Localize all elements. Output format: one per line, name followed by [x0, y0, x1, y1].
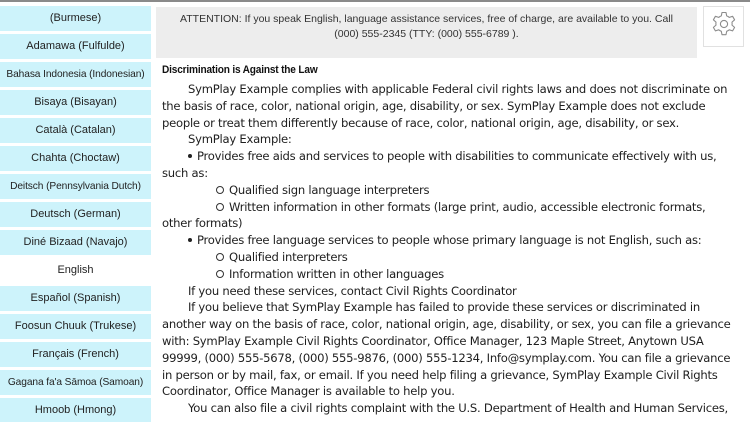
attention-notice — [156, 7, 697, 58]
language-item-bisayan[interactable]: Bisaya (Bisayan) — [0, 90, 151, 115]
language-item-navajo[interactable]: Diné Bizaad (Navajo) — [0, 230, 151, 255]
sub-item-written-formats: Written information in other formats (large print, audio, accessible electronic formats, other formats) — [162, 199, 706, 231]
notice-content — [162, 62, 736, 417]
complaint-paragraph: You can also file a civil rights complaint with the U.S. Department of Health and Human Services, — [188, 401, 728, 416]
language-item-fulfulde[interactable]: Adamawa (Fulfulde) — [0, 34, 151, 59]
language-item-pennsylvania-dutch[interactable]: Deitsch (Pennsylvania Dutch) — [0, 174, 151, 199]
language-item-german[interactable]: Deutsch (German) — [0, 202, 151, 227]
language-item-hmong[interactable]: Hmoob (Hmong) — [0, 398, 151, 422]
circle-bullet-icon — [216, 186, 224, 194]
bullet-icon — [188, 154, 192, 158]
circle-bullet-icon — [216, 253, 224, 261]
language-item-choctaw[interactable]: Chahta (Choctaw) — [0, 146, 151, 171]
sub-item-sign-interpreters: Qualified sign language interpreters — [162, 182, 736, 199]
language-item-trukese[interactable]: Foosun Chuuk (Trukese) — [0, 314, 151, 339]
language-item-catalan[interactable]: Català (Catalan) — [0, 118, 151, 143]
bullet-language-services: Provides free language services to people whose primary language is not English, such as: — [162, 232, 736, 249]
section-heading: Discrimination is Against the Law — [162, 64, 318, 76]
language-item-burmese[interactable]: (Burmese) — [0, 6, 151, 31]
circle-bullet-icon — [216, 203, 224, 211]
language-list[interactable] — [0, 2, 151, 422]
lead-text: SymPlay Example: — [188, 132, 292, 147]
language-item-spanish[interactable]: Español (Spanish) — [0, 286, 151, 311]
grievance-paragraph: If you believe that SymPlay Example has failed to provide these services or discriminated in another way on the basis of race, color, national origin, age, disability, or sex, you can file a grievance with: SymPlay Example Civil Rights Coordinator, Office Manager, 123 Maple Street, Anytown USA 99999, (000) 555-5678, (000) 555-9876, (000) 555-1234, Info@symplay.com. You can file a grievance in person or by mail, fax, or email. If you need help filing a grievance, SymPlay Example Civil Rights Coordinator, Office Manager is available to help you. — [162, 300, 731, 399]
sub-item-interpreters: Qualified interpreters — [162, 249, 736, 266]
gear-icon — [709, 9, 739, 44]
language-item-indonesian[interactable]: Bahasa Indonesia (Indonesian) — [0, 62, 151, 87]
language-item-french[interactable]: Français (French) — [0, 342, 151, 367]
contact-text: If you need these services, contact Civil Rights Coordinator — [188, 283, 517, 298]
attention-notice-text: ATTENTION: If you speak English, language assistance services, free of charge, are available to you. Call (000) 555-2345 (TTY: (000) 555-6789 ). — [180, 13, 673, 40]
bullet-icon — [188, 238, 192, 242]
bullet-aids-services: Provides free aids and services to people with disabilities to communicate effectively with us, such as: — [162, 149, 717, 180]
circle-bullet-icon — [216, 270, 224, 278]
sub-item-other-languages: Information written in other languages — [162, 266, 736, 283]
language-item-samoan[interactable]: Gagana fa'a Sāmoa (Samoan) — [0, 370, 151, 395]
intro-paragraph: SymPlay Example complies with applicable Federal civil rights laws and does not discriminate on the basis of race, color, national origin, age, disability, or sex. SymPlay Example does not exclude people or treat them differently because of race, color, national origin, age, disability, or sex. — [162, 82, 728, 130]
language-item-english[interactable]: English — [0, 258, 151, 283]
settings-button[interactable] — [703, 6, 744, 47]
